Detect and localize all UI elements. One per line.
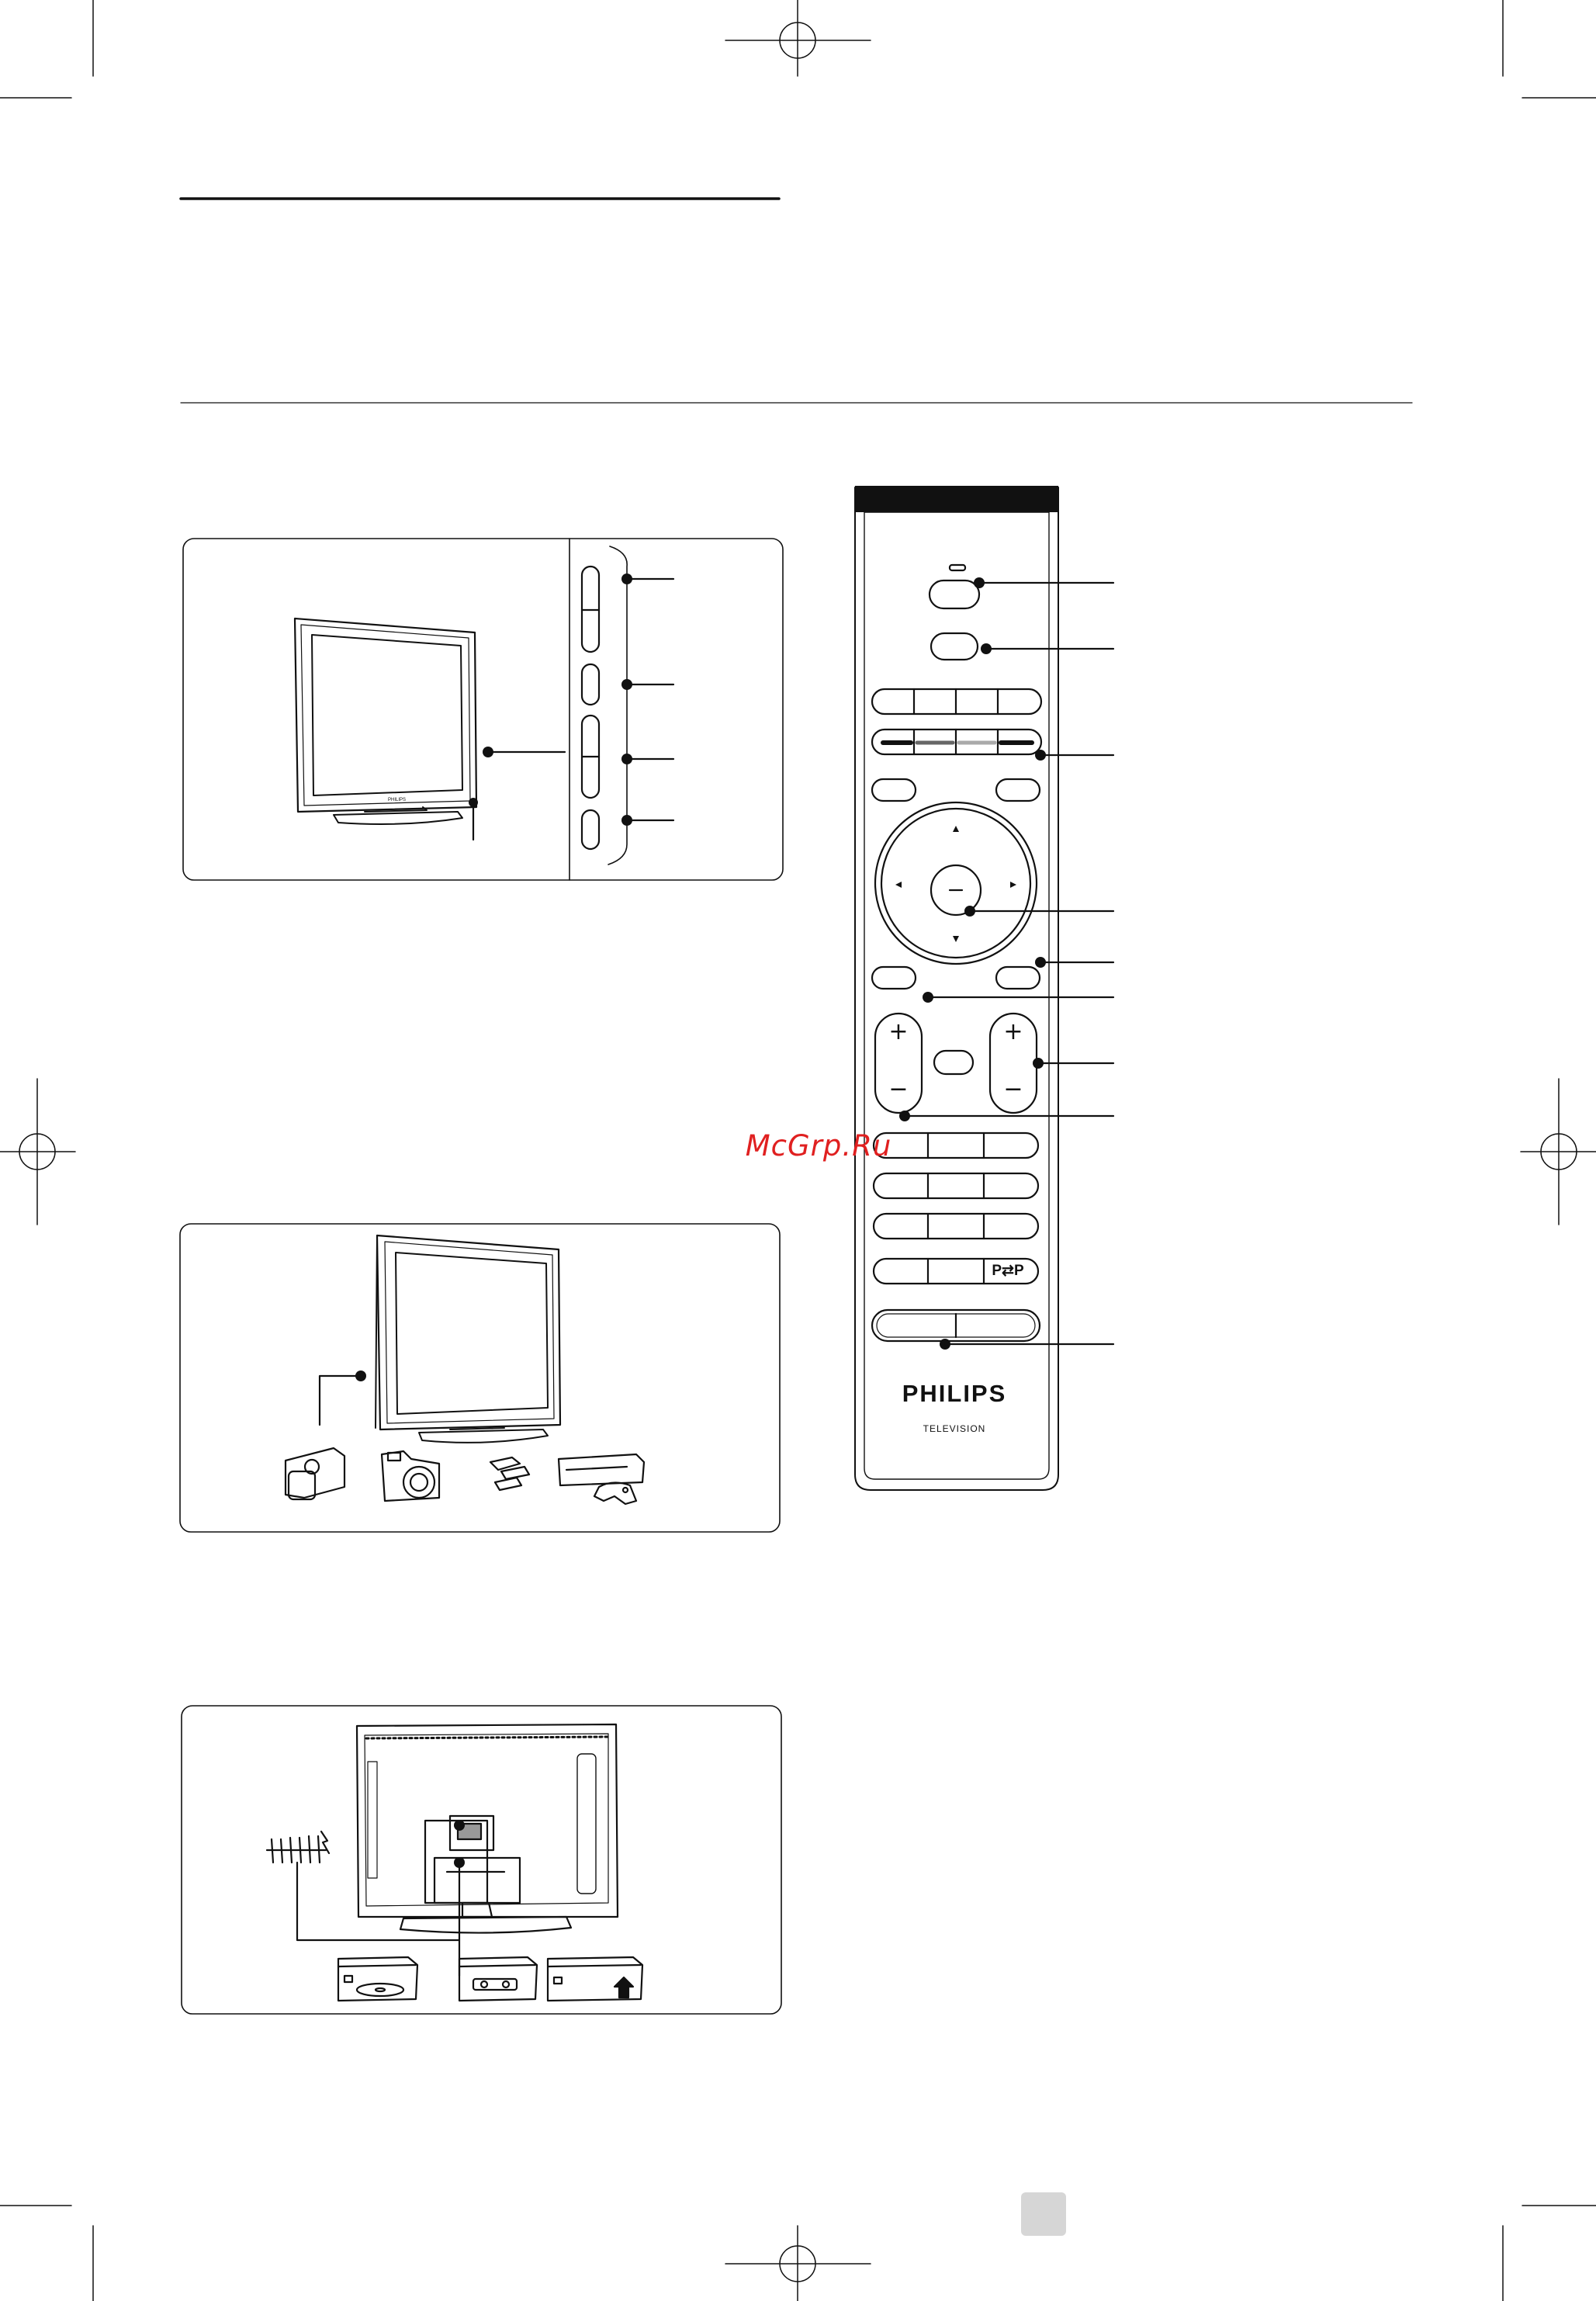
program-plus-label: + [1003,1018,1023,1045]
dvd-player-icon [338,1957,417,2001]
watermark-text: McGrp.Ru [745,1129,892,1163]
tv-side-controls-illustration [183,539,783,880]
tv-side-connections-illustration [180,1224,780,1532]
page-number-badge [1021,2192,1066,2236]
registration-mark-top [725,0,871,76]
registration-mark-right [1521,1079,1596,1225]
vcr-icon [459,1957,537,2001]
remote-control-illustration [855,486,1113,1490]
set-top-box-icon [548,1957,642,2001]
antenna-icon [267,1831,329,1863]
remote-brand-subtitle: TELEVISION [923,1423,986,1434]
volume-minus-label: − [888,1076,909,1103]
game-console-icon [559,1454,644,1504]
registration-mark-left [0,1079,75,1225]
program-minus-label: − [1003,1076,1023,1103]
memory-card-icon [490,1457,529,1490]
camera-icon [382,1451,439,1501]
remote-brand-logo: PHILIPS [902,1380,1007,1407]
registration-mark-bottom [725,2226,871,2301]
tv-rear-connections-illustration [182,1706,781,2014]
volume-plus-label: + [888,1018,909,1045]
svg-text:PHILIPS: PHILIPS [388,798,407,802]
camcorder-icon [286,1448,344,1499]
pip-button-label: P⇄P [992,1263,1024,1279]
